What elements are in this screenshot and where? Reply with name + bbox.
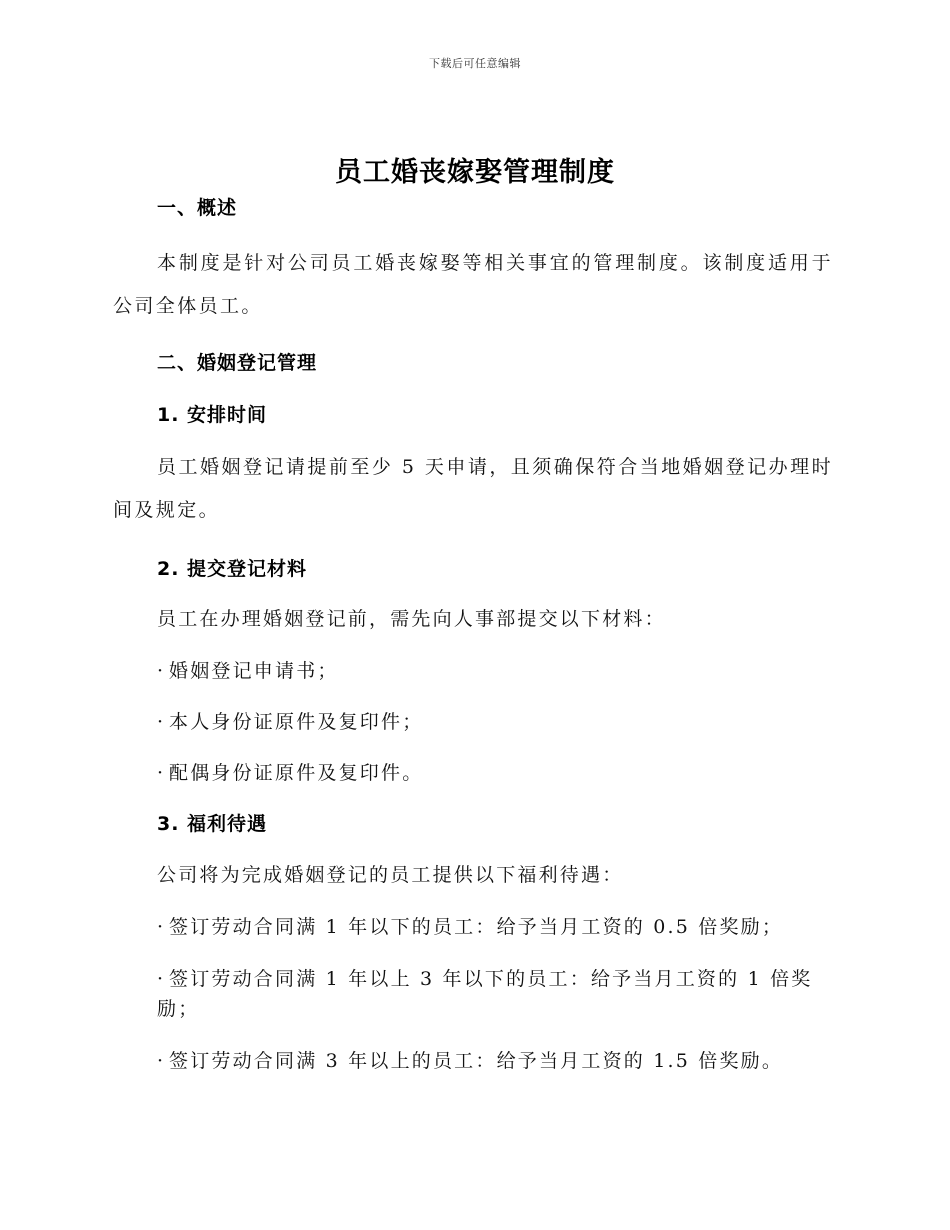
bullet-dot: ·: [157, 968, 166, 990]
list-item-text: 签订劳动合同满 1 年以上 3 年以下的员工：给予当月工资的 1 倍奖励；: [157, 968, 813, 1020]
bullet-dot: ·: [157, 762, 166, 784]
document-body: [113, 193, 833, 1076]
subsection-heading-materials: 2. 提交登记材料: [157, 558, 308, 580]
header-note: 下载后可任意编辑: [429, 57, 521, 70]
bullet-dot: ·: [157, 1050, 166, 1072]
bullet-dot: ·: [157, 711, 166, 733]
section-heading-overview: 一、概述: [157, 197, 238, 219]
materials-intro: 员工在办理婚姻登记前，需先向人事部提交以下材料：: [157, 608, 666, 630]
list-item: [113, 707, 833, 737]
list-item: [113, 758, 833, 788]
document-title: 员工婚丧嫁娶管理制度: [335, 157, 615, 188]
overview-paragraph: 本制度是针对公司员工婚丧嫁娶等相关事宜的管理制度。该制度适用于公司全体员工。: [113, 252, 833, 317]
welfare-intro: 公司将为完成婚姻登记的员工提供以下福利待遇：: [157, 864, 624, 886]
list-item-text: 签订劳动合同满 1 年以下的员工：给予当月工资的 0.5 倍奖励；: [169, 916, 784, 938]
list-item-text: 本人身份证原件及复印件；: [169, 711, 424, 733]
section-heading-marriage: 二、婚姻登记管理: [157, 352, 318, 374]
bullet-dot: ·: [157, 916, 166, 938]
list-item-text: 婚姻登记申请书；: [169, 660, 339, 682]
list-item: [113, 964, 833, 1024]
subsection-heading-arrange-time: 1. 安排时间: [157, 404, 268, 426]
list-item-text: 配偶身份证原件及复印件。: [169, 762, 424, 784]
list-item-text: 签订劳动合同满 3 年以上的员工：给予当月工资的 1.5 倍奖励。: [169, 1050, 784, 1072]
list-item: [113, 656, 833, 686]
arrange-time-paragraph: 员工婚姻登记请提前至少 5 天申请，且须确保符合当地婚姻登记办理时间及规定。: [113, 456, 833, 521]
bullet-dot: ·: [157, 660, 166, 682]
list-item: [113, 912, 833, 942]
list-item: [113, 1046, 833, 1076]
subsection-heading-welfare: 3. 福利待遇: [157, 813, 268, 835]
